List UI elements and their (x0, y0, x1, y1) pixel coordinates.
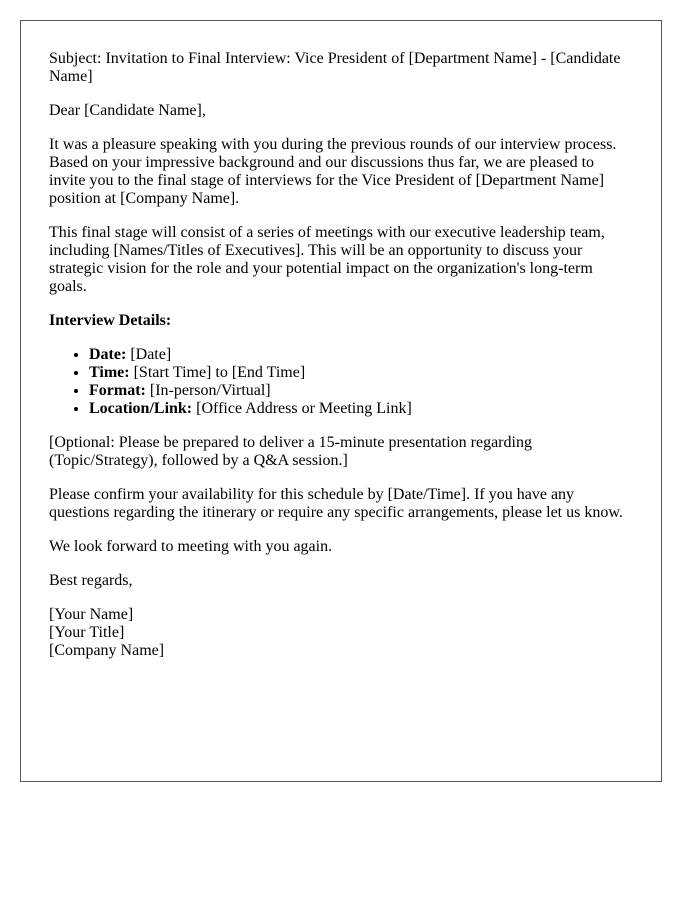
detail-label: Format: (89, 382, 146, 399)
detail-location (89, 400, 633, 418)
detail-value: [In-person/Virtual] (145, 382, 271, 399)
letter (20, 20, 662, 782)
detail-time (89, 364, 633, 382)
detail-label: Time: (89, 364, 130, 381)
signoff: Best regards, (49, 572, 133, 589)
detail-label: Date: (89, 346, 127, 363)
detail-value: [Office Address or Meeting Link] (192, 400, 412, 417)
intro-paragraph: It was a pleasure speaking with you during the previous rounds of our interview process. Based on your impressive background and our discussions thus far, we are pleased to invite you to the final stage of interviews for the Vice President of [Department Name] position at [Company Name]. (49, 136, 617, 207)
greeting: Dear [Candidate Name], (49, 102, 206, 119)
optional-paragraph: [Optional: Please be prepared to deliver a 15-minute presentation regarding (Topic/Strategy), followed by a Q&A session.] (49, 434, 532, 469)
detail-value: [Date] (126, 346, 172, 363)
details-heading (49, 312, 633, 330)
detail-format (89, 382, 633, 400)
signature-block (49, 606, 633, 660)
closing-line: We look forward to meeting with you again. (49, 538, 333, 555)
detail-label: Location/Link: (89, 400, 193, 417)
subject-line: Subject: Invitation to Final Interview: Vice President of [Department Name] - [Candidate Name] (49, 50, 621, 85)
stage-paragraph: This final stage will consist of a series of meetings with our executive leadership team, including [Names/Titles of Executives]. This will be an opportunity to discuss your strategic vision for the role and your potential impact on the organization's long-term goals. (49, 224, 605, 295)
detail-value: [Start Time] to [End Time] (129, 364, 306, 381)
details-list (49, 346, 633, 418)
signature-company: [Company Name] (49, 642, 165, 659)
confirm-paragraph: Please confirm your availability for this schedule by [Date/Time]. If you have any questions regarding the itinerary or require any specific arrangements, please let us know. (49, 486, 623, 521)
signature-name: [Your Name] (49, 606, 134, 623)
detail-date (89, 346, 633, 364)
signature-title: [Your Title] (49, 624, 125, 641)
details-heading-text: Interview Details: (49, 312, 172, 329)
